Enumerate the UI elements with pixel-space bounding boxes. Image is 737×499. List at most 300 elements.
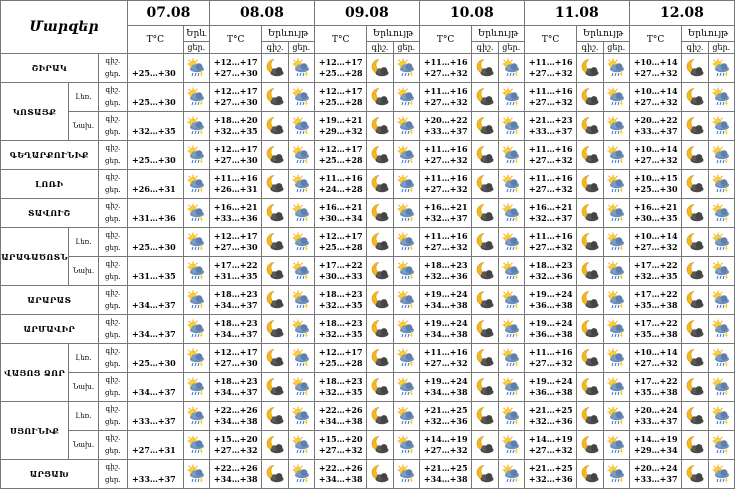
sun-cloud-rain-icon xyxy=(501,319,521,339)
day-weather-cell xyxy=(498,83,524,112)
day-temp: +25…+28 xyxy=(318,97,363,107)
night-weather-cell xyxy=(367,373,393,402)
sun-cloud-rain-icon xyxy=(291,174,311,194)
temperature-cell xyxy=(419,54,471,83)
day-label: ցեր. xyxy=(105,360,121,368)
night-temp: +12…+17 xyxy=(213,86,258,96)
night-weather-cell xyxy=(682,170,708,199)
day-weather-cell xyxy=(498,199,524,228)
region-name: ՍՅՈՒՆԻՔ xyxy=(1,402,69,460)
temperature-cell xyxy=(419,286,471,315)
night-weather-cell xyxy=(682,315,708,344)
night-weather-cell xyxy=(682,373,708,402)
day-weather-cell xyxy=(393,199,419,228)
day-label: ցեր. xyxy=(105,128,121,136)
sky-day-subheader: ցեր. xyxy=(603,42,629,54)
moon-cloud-icon xyxy=(580,232,600,252)
night-temp: +11…+16 xyxy=(528,57,573,67)
day-temp: +27…+32 xyxy=(528,68,573,78)
moon-cloud-icon xyxy=(685,319,705,339)
temperature-cell xyxy=(128,141,184,170)
night-temp: +19…+24 xyxy=(423,318,468,328)
day-weather-cell xyxy=(603,431,629,460)
sun-cloud-rain-icon xyxy=(606,319,626,339)
night-temp: +10…+15 xyxy=(633,173,678,183)
day-weather-cell xyxy=(603,315,629,344)
day-weather-cell xyxy=(603,402,629,431)
temperature-cell xyxy=(629,460,681,489)
subregion-label: Լեռ. xyxy=(69,83,98,112)
subregion-label: Լեռ. xyxy=(69,228,98,257)
night-weather-cell xyxy=(472,228,498,257)
night-weather-cell xyxy=(682,228,708,257)
night-weather-cell xyxy=(577,373,603,402)
sun-cloud-rain-icon xyxy=(606,116,626,136)
sun-cloud-rain-icon xyxy=(291,116,311,136)
night-temp: +11…+16 xyxy=(423,86,468,96)
moon-cloud-icon xyxy=(685,203,705,223)
night-temp: +10…+14 xyxy=(633,57,678,67)
sun-cloud-rain-icon xyxy=(396,290,416,310)
weather-icon-cell xyxy=(183,141,209,170)
temperature-cell xyxy=(209,460,261,489)
day-temp: +32…+35 xyxy=(318,329,363,339)
night-weather-cell xyxy=(577,315,603,344)
table-row xyxy=(1,373,735,402)
day-temp: +34…+38 xyxy=(318,416,363,426)
night-weather-cell xyxy=(682,257,708,286)
temperature-cell xyxy=(629,286,681,315)
night-weather-cell xyxy=(682,141,708,170)
subregion-label: Լեռ. xyxy=(69,344,98,373)
day-weather-cell xyxy=(393,315,419,344)
night-temp: +18…+23 xyxy=(318,289,363,299)
moon-cloud-icon xyxy=(265,261,285,281)
night-temp: +11…+16 xyxy=(318,173,363,183)
time-of-day-labels xyxy=(98,402,127,431)
sun-cloud-rain-icon xyxy=(186,58,206,78)
night-weather-cell xyxy=(682,431,708,460)
moon-cloud-icon xyxy=(685,87,705,107)
day-weather-cell xyxy=(393,402,419,431)
sky-header: Երևույթ xyxy=(472,26,525,42)
day-label: ցեր. xyxy=(105,273,121,281)
day-temp: +27…+32 xyxy=(423,445,468,455)
day-weather-cell xyxy=(288,112,314,141)
subregion-label: Նախ. xyxy=(69,431,98,460)
night-temp xyxy=(132,318,183,329)
night-weather-cell xyxy=(367,257,393,286)
night-label: գիշ. xyxy=(105,260,121,268)
night-temp: +12…+17 xyxy=(318,347,363,357)
sun-cloud-rain-icon xyxy=(291,435,311,455)
night-label: գիշ. xyxy=(105,57,121,65)
sun-cloud-rain-icon xyxy=(501,377,521,397)
sky-day-subheader: ցեր. xyxy=(393,42,419,54)
moon-cloud-icon xyxy=(370,290,390,310)
sun-cloud-rain-icon xyxy=(291,348,311,368)
night-temp: +22…+26 xyxy=(318,463,363,473)
moon-cloud-icon xyxy=(580,203,600,223)
sun-cloud-rain-icon xyxy=(186,435,206,455)
sky-night-subheader: գիշ. xyxy=(262,42,288,54)
day-temp: +27…+32 xyxy=(528,358,573,368)
sun-cloud-rain-icon xyxy=(291,377,311,397)
temperature-cell xyxy=(629,141,681,170)
day-temp: +24…+28 xyxy=(318,184,363,194)
time-of-day-labels xyxy=(98,141,127,170)
sky-header: Երևույթ xyxy=(682,26,735,42)
moon-cloud-icon xyxy=(265,319,285,339)
sun-cloud-rain-icon xyxy=(396,87,416,107)
night-label: գիշ. xyxy=(105,173,121,181)
region-name: ԼՈՌԻ xyxy=(1,170,99,199)
region-name: ՏԱՎՈՒՇ xyxy=(1,199,99,228)
time-of-day-labels xyxy=(98,112,127,141)
moon-cloud-icon xyxy=(685,145,705,165)
night-temp: +12…+17 xyxy=(318,144,363,154)
day-temp: +34…+38 xyxy=(423,387,468,397)
sun-cloud-rain-icon xyxy=(606,145,626,165)
table-row xyxy=(1,431,735,460)
sun-cloud-rain-icon xyxy=(186,174,206,194)
day-temp: +34…+38 xyxy=(423,300,468,310)
day-temp: +34…+38 xyxy=(213,474,258,484)
night-temp xyxy=(132,289,183,300)
day-weather-cell xyxy=(603,199,629,228)
weather-icon-cell xyxy=(183,344,209,373)
temperature-cell xyxy=(209,54,261,83)
sun-cloud-rain-icon xyxy=(501,261,521,281)
day-temp: +25…+28 xyxy=(318,358,363,368)
night-label: գիշ. xyxy=(105,115,121,123)
sun-cloud-rain-icon xyxy=(711,87,731,107)
day-weather-cell xyxy=(498,460,524,489)
moon-cloud-icon xyxy=(370,232,390,252)
day-weather-cell xyxy=(708,228,734,257)
night-temp: +11…+16 xyxy=(528,173,573,183)
day-temp: +35…+38 xyxy=(633,387,678,397)
moon-cloud-icon xyxy=(475,174,495,194)
temperature-cell xyxy=(128,344,184,373)
night-temp: +14…+19 xyxy=(423,434,468,444)
day-weather-cell xyxy=(393,286,419,315)
day-label: ցեր. xyxy=(105,331,121,339)
region-name: ՇԻՐԱԿ xyxy=(1,54,99,83)
night-temp: +10…+14 xyxy=(633,144,678,154)
moon-cloud-icon xyxy=(685,435,705,455)
sun-cloud-rain-icon xyxy=(606,87,626,107)
day-label: ցեր. xyxy=(105,476,121,484)
day-temp: +34…+37 xyxy=(132,387,176,397)
day-weather-cell xyxy=(603,257,629,286)
sun-cloud-rain-icon xyxy=(501,87,521,107)
night-temp: +12…+17 xyxy=(318,57,363,67)
night-weather-cell xyxy=(577,199,603,228)
temperature-cell xyxy=(629,257,681,286)
sun-cloud-rain-icon xyxy=(711,58,731,78)
moon-cloud-icon xyxy=(475,145,495,165)
sun-cloud-rain-icon xyxy=(711,174,731,194)
moon-cloud-icon xyxy=(370,406,390,426)
day-weather-cell xyxy=(603,228,629,257)
day-weather-cell xyxy=(288,344,314,373)
temperature-cell xyxy=(314,170,366,199)
sky-day-subheader: ցեր. xyxy=(498,42,524,54)
table-row xyxy=(1,286,735,315)
night-weather-cell xyxy=(577,170,603,199)
temperature-cell xyxy=(629,315,681,344)
day-weather-cell xyxy=(708,344,734,373)
night-temp: +18…+23 xyxy=(213,318,258,328)
night-weather-cell xyxy=(367,344,393,373)
day-weather-cell xyxy=(393,83,419,112)
temperature-cell xyxy=(419,315,471,344)
night-weather-cell xyxy=(367,83,393,112)
day-label: ցեր. xyxy=(105,157,121,165)
weather-icon-cell xyxy=(183,199,209,228)
sky-night-subheader: գիշ. xyxy=(682,42,708,54)
night-temp: +11…+16 xyxy=(423,231,468,241)
night-temp: +17…+22 xyxy=(633,318,678,328)
night-temp: +15…+20 xyxy=(318,434,363,444)
night-weather-cell xyxy=(577,431,603,460)
night-temp: +16…+21 xyxy=(423,202,468,212)
moon-cloud-icon xyxy=(685,232,705,252)
night-temp xyxy=(132,115,183,126)
day-label: ցեր. xyxy=(105,418,121,426)
temperature-cell xyxy=(419,402,471,431)
day-weather-cell xyxy=(498,373,524,402)
day-temp: +31…+35 xyxy=(213,271,258,281)
weather-icon-cell xyxy=(183,315,209,344)
temperature-cell xyxy=(209,141,261,170)
night-weather-cell xyxy=(367,141,393,170)
temperature-cell xyxy=(209,344,261,373)
temperature-cell xyxy=(629,199,681,228)
night-temp: +20…+24 xyxy=(633,405,678,415)
night-temp: +14…+19 xyxy=(633,434,678,444)
day-weather-cell xyxy=(603,112,629,141)
day-temp: +25…+28 xyxy=(318,155,363,165)
weather-icon-cell xyxy=(183,83,209,112)
sun-cloud-rain-icon xyxy=(711,145,731,165)
night-weather-cell xyxy=(262,199,288,228)
temperature-cell xyxy=(128,257,184,286)
day-weather-cell xyxy=(498,431,524,460)
day-weather-cell xyxy=(603,286,629,315)
night-weather-cell xyxy=(367,460,393,489)
sky-header: Երևույթ xyxy=(367,26,420,42)
day-temp: +32…+36 xyxy=(528,271,573,281)
day-temp: +34…+37 xyxy=(213,300,258,310)
temperature-cell xyxy=(419,460,471,489)
moon-cloud-icon xyxy=(370,58,390,78)
moon-cloud-icon xyxy=(685,58,705,78)
night-label: գիշ. xyxy=(105,231,121,239)
night-temp: +21…+25 xyxy=(423,405,468,415)
night-weather-cell xyxy=(367,112,393,141)
night-weather-cell xyxy=(577,228,603,257)
temperature-cell xyxy=(524,228,576,257)
night-temp: +12…+17 xyxy=(213,144,258,154)
day-weather-cell xyxy=(288,315,314,344)
night-temp: +21…+25 xyxy=(528,463,573,473)
day-weather-cell xyxy=(603,83,629,112)
moon-cloud-icon xyxy=(265,203,285,223)
night-temp: +12…+17 xyxy=(213,231,258,241)
night-weather-cell xyxy=(367,402,393,431)
night-temp: +17…+22 xyxy=(633,289,678,299)
night-weather-cell xyxy=(262,402,288,431)
moon-cloud-icon xyxy=(265,174,285,194)
sun-cloud-rain-icon xyxy=(501,145,521,165)
table-row xyxy=(1,112,735,141)
day-weather-cell xyxy=(708,83,734,112)
day-temp: +27…+32 xyxy=(423,242,468,252)
night-temp: +10…+14 xyxy=(633,231,678,241)
day-weather-cell xyxy=(288,286,314,315)
temperature-cell xyxy=(524,83,576,112)
sun-cloud-rain-icon xyxy=(186,377,206,397)
night-temp xyxy=(132,463,183,474)
sun-cloud-rain-icon xyxy=(711,232,731,252)
temperature-cell xyxy=(128,460,184,489)
table-row xyxy=(1,315,735,344)
moon-cloud-icon xyxy=(265,87,285,107)
moon-cloud-icon xyxy=(685,116,705,136)
day-temp: +36…+38 xyxy=(528,329,573,339)
sun-cloud-rain-icon xyxy=(711,406,731,426)
moon-cloud-icon xyxy=(580,377,600,397)
weather-icon-cell xyxy=(183,112,209,141)
temperature-cell xyxy=(314,460,366,489)
sky-day-subheader: ցեր. xyxy=(708,42,734,54)
sky-day-subheader: ցեր. xyxy=(183,42,209,54)
weather-icon-cell xyxy=(183,170,209,199)
night-temp: +16…+21 xyxy=(528,202,573,212)
temperature-cell xyxy=(629,112,681,141)
day-weather-cell xyxy=(498,257,524,286)
sun-cloud-rain-icon xyxy=(186,232,206,252)
temperature-cell xyxy=(524,431,576,460)
subregion-label: Նախ. xyxy=(69,112,98,141)
night-label: գիշ. xyxy=(105,434,121,442)
day-weather-cell xyxy=(708,402,734,431)
night-weather-cell xyxy=(472,344,498,373)
sun-cloud-rain-icon xyxy=(606,435,626,455)
day-weather-cell xyxy=(288,141,314,170)
day-temp: +27…+30 xyxy=(213,68,258,78)
night-temp: +17…+22 xyxy=(633,376,678,386)
moon-cloud-icon xyxy=(475,319,495,339)
day-label: ցեր. xyxy=(105,302,121,310)
sky-day-subheader: ցեր. xyxy=(288,42,314,54)
night-temp xyxy=(132,347,183,358)
night-temp: +14…+19 xyxy=(528,434,573,444)
temperature-cell xyxy=(314,344,366,373)
time-of-day-labels xyxy=(98,460,127,489)
temperature-cell xyxy=(209,315,261,344)
day-weather-cell xyxy=(393,373,419,402)
sun-cloud-rain-icon xyxy=(711,261,731,281)
temperature-cell xyxy=(419,170,471,199)
day-temp: +27…+32 xyxy=(528,445,573,455)
night-temp xyxy=(132,57,183,68)
night-label: գիշ. xyxy=(105,347,121,355)
day-label: ցեր. xyxy=(105,389,121,397)
time-of-day-labels xyxy=(98,344,127,373)
temperature-cell xyxy=(314,228,366,257)
temperature-cell xyxy=(314,431,366,460)
sky-header: Երևույթ xyxy=(262,26,315,42)
night-temp xyxy=(132,173,183,184)
sun-cloud-rain-icon xyxy=(606,406,626,426)
day-temp: +27…+32 xyxy=(633,155,678,165)
moon-cloud-icon xyxy=(580,348,600,368)
day-temp: +32…+36 xyxy=(528,416,573,426)
table-row xyxy=(1,54,735,83)
day-temp: +27…+32 xyxy=(423,358,468,368)
moon-cloud-icon xyxy=(370,464,390,484)
sun-cloud-rain-icon xyxy=(186,290,206,310)
day-weather-cell xyxy=(498,170,524,199)
night-temp: +18…+23 xyxy=(528,260,573,270)
sun-cloud-rain-icon xyxy=(606,203,626,223)
day-temp: +25…+30 xyxy=(132,97,176,107)
temperature-cell xyxy=(419,228,471,257)
temperature-cell xyxy=(524,286,576,315)
sun-cloud-rain-icon xyxy=(396,174,416,194)
day-weather-cell xyxy=(288,199,314,228)
weather-icon-cell xyxy=(183,228,209,257)
night-weather-cell xyxy=(472,170,498,199)
day-temp: +33…+37 xyxy=(633,474,678,484)
night-temp: +19…+24 xyxy=(528,376,573,386)
region-name: ԱՐՑԱԽ xyxy=(1,460,99,489)
sun-cloud-rain-icon xyxy=(606,174,626,194)
temperature-cell xyxy=(524,112,576,141)
day-temp: +32…+35 xyxy=(318,387,363,397)
region-name: ԱՐՄԱՎԻՐ xyxy=(1,315,99,344)
day-weather-cell xyxy=(288,54,314,83)
day-temp: +27…+30 xyxy=(213,97,258,107)
day-temp: +27…+32 xyxy=(528,155,573,165)
sun-cloud-rain-icon xyxy=(186,464,206,484)
temp-unit-header: T°C xyxy=(629,26,681,54)
night-weather-cell xyxy=(262,431,288,460)
day-label: ցեր. xyxy=(105,70,121,78)
night-temp: +20…+24 xyxy=(633,463,678,473)
sun-cloud-rain-icon xyxy=(711,203,731,223)
sun-cloud-rain-icon xyxy=(606,232,626,252)
night-temp: +17…+22 xyxy=(318,260,363,270)
night-weather-cell xyxy=(472,112,498,141)
day-weather-cell xyxy=(603,344,629,373)
temperature-cell xyxy=(629,83,681,112)
sun-cloud-rain-icon xyxy=(606,261,626,281)
date-header-5: 11.08 xyxy=(524,1,629,26)
day-weather-cell xyxy=(498,315,524,344)
sun-cloud-rain-icon xyxy=(711,319,731,339)
night-weather-cell xyxy=(577,112,603,141)
temperature-cell xyxy=(629,170,681,199)
weather-icon-cell xyxy=(183,257,209,286)
table-row xyxy=(1,199,735,228)
night-temp: +19…+24 xyxy=(423,376,468,386)
day-temp: +25…+30 xyxy=(633,184,678,194)
sun-cloud-rain-icon xyxy=(606,377,626,397)
